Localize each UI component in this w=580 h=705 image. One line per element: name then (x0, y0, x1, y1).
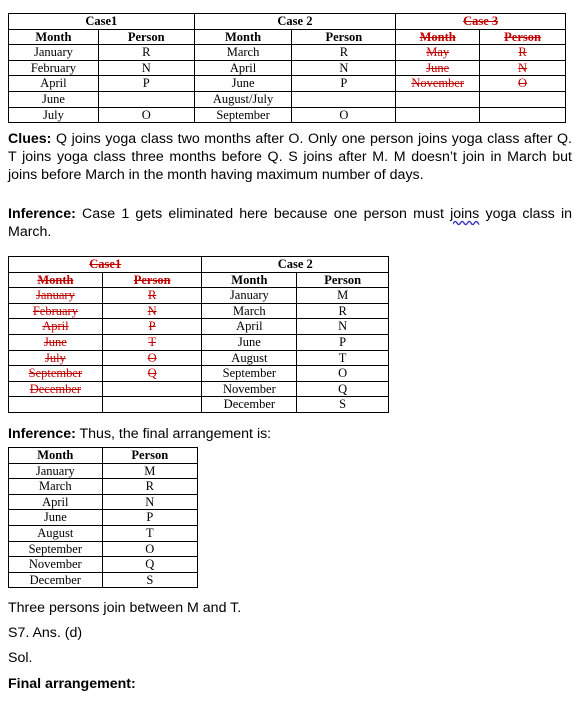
cell: P (297, 334, 389, 350)
cell: N (292, 60, 396, 76)
table-cases-1-2 (8, 256, 389, 413)
table-row (9, 510, 198, 526)
cell: August (9, 525, 103, 541)
header-person: Person (480, 29, 566, 45)
cell: September (194, 107, 292, 123)
cell: March (9, 479, 103, 495)
cell (292, 91, 396, 107)
cell: April (202, 319, 297, 335)
cell: June (9, 334, 103, 350)
cell: June (194, 76, 292, 92)
cell: April (194, 60, 292, 76)
cell: September (202, 366, 297, 382)
clues-text: Q joins yoga class two months after O. Only one person joins yoga class after Q. T joins yoga class three months before Q. S joins after M. M doesn’t join in March but joins before March in the month having maximum number of days. (8, 131, 572, 183)
header-person: Person (292, 29, 396, 45)
cell: S (297, 397, 389, 413)
inference-text: Thus, the final arrangement is: (75, 426, 272, 442)
cell: July (9, 350, 103, 366)
cell: T (102, 525, 197, 541)
cell: December (9, 381, 103, 397)
cell (102, 381, 202, 397)
table1-header-row (9, 29, 566, 45)
header-person: Person (297, 272, 389, 288)
cell: March (194, 45, 292, 61)
cell (98, 91, 194, 107)
cell: April (9, 319, 103, 335)
table-cases-1-2-3 (8, 13, 566, 123)
cell: N (98, 60, 194, 76)
clues-paragraph (8, 130, 572, 184)
inference-label: Inference: (8, 426, 76, 442)
table-row (9, 319, 389, 335)
header-person: Person (102, 272, 202, 288)
header-month: Month (9, 29, 99, 45)
cell: R (102, 479, 197, 495)
header-month: Month (194, 29, 292, 45)
cell (480, 91, 566, 107)
cell: February (9, 60, 99, 76)
table-row (9, 463, 198, 479)
cell (396, 107, 480, 123)
cell: N (102, 303, 202, 319)
case1-label: Case1 (9, 257, 202, 273)
cell: November (396, 76, 480, 92)
cell: January (9, 288, 103, 304)
cell: January (9, 45, 99, 61)
case3-label: Case 3 (396, 14, 566, 30)
cell: T (102, 334, 202, 350)
cell: Q (297, 381, 389, 397)
table2-header-row (9, 272, 389, 288)
cell: O (102, 350, 202, 366)
header-month: Month (9, 272, 103, 288)
table-row (9, 350, 389, 366)
table-row (9, 557, 198, 573)
cell: O (480, 76, 566, 92)
cell: O (102, 541, 197, 557)
cell: Q (102, 557, 197, 573)
cell: September (9, 366, 103, 382)
cell: June (9, 91, 99, 107)
cell: April (9, 494, 103, 510)
inference-text: Case 1 gets eliminated here because one person must (75, 206, 451, 222)
table-row (9, 381, 389, 397)
table-row (9, 91, 566, 107)
case1-label: Case1 (9, 14, 195, 30)
cell: R (480, 45, 566, 61)
cell: June (9, 510, 103, 526)
inference-wavy-word: joins (450, 206, 480, 222)
solution-label: Sol. (8, 650, 33, 666)
table-row (9, 76, 566, 92)
inference-paragraph (8, 205, 572, 241)
header-month: Month (202, 272, 297, 288)
cell: June (202, 334, 297, 350)
cell: N (102, 494, 197, 510)
cell: March (202, 303, 297, 319)
header-month: Month (9, 448, 103, 464)
cell: M (102, 463, 197, 479)
cell: September (9, 541, 103, 557)
cell: June (396, 60, 480, 76)
final-arrangement-heading: Final arrangement: (8, 676, 136, 692)
cell: S (102, 572, 197, 588)
cell (396, 91, 480, 107)
cell: T (297, 350, 389, 366)
cell (480, 107, 566, 123)
cell: M (297, 288, 389, 304)
cell: R (98, 45, 194, 61)
cell: February (9, 303, 103, 319)
cell: O (297, 366, 389, 382)
cell: R (102, 288, 202, 304)
table-row (9, 397, 389, 413)
cell: P (292, 76, 396, 92)
cell: December (202, 397, 297, 413)
inference-final-paragraph (8, 425, 572, 443)
cell: N (480, 60, 566, 76)
cell: R (297, 303, 389, 319)
case2-label: Case 2 (202, 257, 389, 273)
table-row (9, 572, 198, 588)
cell: November (202, 381, 297, 397)
header-person: Person (102, 448, 197, 464)
case2-label: Case 2 (194, 14, 396, 30)
cell: O (292, 107, 396, 123)
table-final-arrangement (8, 447, 198, 588)
cell: August/July (194, 91, 292, 107)
cell: July (9, 107, 99, 123)
cell: P (102, 510, 197, 526)
cell: May (396, 45, 480, 61)
table-row (9, 541, 198, 557)
cell: Q (102, 366, 202, 382)
table-row (9, 366, 389, 382)
inference-label: Inference: (8, 206, 76, 222)
table-row (9, 107, 566, 123)
cell: January (9, 463, 103, 479)
conclusion-line: Three persons join between M and T. (8, 600, 242, 616)
table-row (9, 60, 566, 76)
answer-line: S7. Ans. (d) (8, 625, 83, 641)
cell: August (202, 350, 297, 366)
cell: December (9, 572, 103, 588)
table-row (9, 525, 198, 541)
table-row (9, 288, 389, 304)
table3-header-row (9, 448, 198, 464)
table-row (9, 334, 389, 350)
clues-label: Clues: (8, 131, 52, 147)
inference-text-end: yoga class in March. (8, 206, 572, 240)
cell: P (102, 319, 202, 335)
cell: O (98, 107, 194, 123)
cell: January (202, 288, 297, 304)
header-month: Month (396, 29, 480, 45)
table-row (9, 303, 389, 319)
cell: April (9, 76, 99, 92)
cell: N (297, 319, 389, 335)
cell: R (292, 45, 396, 61)
table-row (9, 45, 566, 61)
cell: P (98, 76, 194, 92)
header-person: Person (98, 29, 194, 45)
table-row (9, 479, 198, 495)
cell: November (9, 557, 103, 573)
cell (102, 397, 202, 413)
table-row (9, 494, 198, 510)
cell (9, 397, 103, 413)
